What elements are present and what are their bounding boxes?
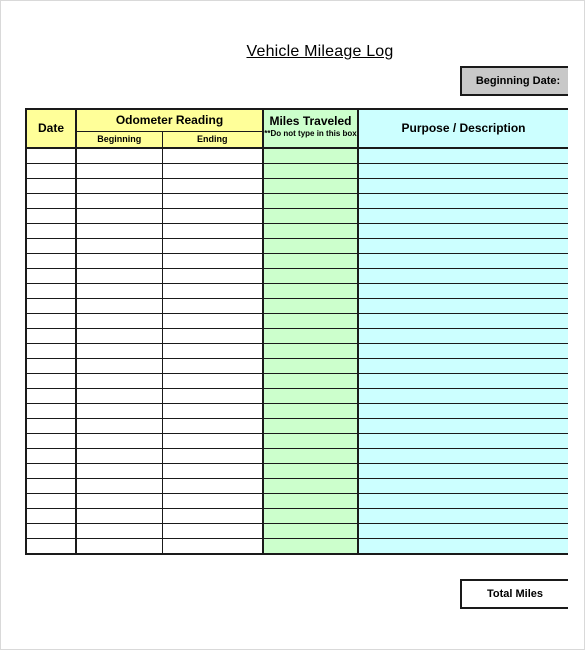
- date-cell[interactable]: [26, 433, 76, 448]
- purpose-description-cell[interactable]: [358, 163, 568, 178]
- log-row: [26, 463, 568, 478]
- odometer-beginning-cell[interactable]: [76, 343, 162, 358]
- miles-traveled-cell: [263, 358, 358, 373]
- beginning-date-cell[interactable]: Beginning Date:: [460, 66, 568, 96]
- odometer-ending-cell[interactable]: [162, 313, 263, 328]
- date-cell[interactable]: [26, 253, 76, 268]
- date-cell[interactable]: [26, 388, 76, 403]
- date-cell[interactable]: [26, 343, 76, 358]
- miles-traveled-cell: [263, 238, 358, 253]
- do-not-type-note: **Do not type in this box: [264, 129, 357, 138]
- odometer-beginning-cell[interactable]: [76, 313, 162, 328]
- date-cell[interactable]: [26, 148, 76, 164]
- log-row: [26, 388, 568, 403]
- odometer-ending-cell[interactable]: [162, 253, 263, 268]
- odometer-beginning-header: Beginning: [76, 131, 162, 148]
- purpose-description-cell[interactable]: [358, 538, 568, 554]
- date-cell[interactable]: [26, 493, 76, 508]
- log-body: [26, 148, 568, 554]
- odometer-ending-header: Ending: [162, 131, 263, 148]
- miles-traveled-cell: [263, 298, 358, 313]
- purpose-description-cell[interactable]: [358, 358, 568, 373]
- miles-traveled-cell: [263, 208, 358, 223]
- log-row: [26, 328, 568, 343]
- miles-traveled-cell: [263, 433, 358, 448]
- purpose-description-cell[interactable]: [358, 193, 568, 208]
- odometer-ending-cell[interactable]: [162, 208, 263, 223]
- odometer-ending-cell[interactable]: [162, 508, 263, 523]
- odometer-beginning-cell[interactable]: [76, 388, 162, 403]
- odometer-ending-cell[interactable]: [162, 298, 263, 313]
- odometer-ending-cell[interactable]: [162, 448, 263, 463]
- odometer-beginning-cell[interactable]: [76, 253, 162, 268]
- purpose-description-cell[interactable]: [358, 283, 568, 298]
- date-cell[interactable]: [26, 238, 76, 253]
- purpose-description-cell[interactable]: [358, 238, 568, 253]
- miles-traveled-cell: [263, 448, 358, 463]
- log-row: [26, 523, 568, 538]
- log-row: [26, 418, 568, 433]
- odometer-ending-cell[interactable]: [162, 433, 263, 448]
- purpose-description-cell[interactable]: [358, 148, 568, 164]
- date-cell[interactable]: [26, 448, 76, 463]
- odometer-ending-cell[interactable]: [162, 343, 263, 358]
- log-row: [26, 373, 568, 388]
- date-cell[interactable]: [26, 508, 76, 523]
- odometer-ending-cell[interactable]: [162, 418, 263, 433]
- log-row: [26, 433, 568, 448]
- odometer-beginning-cell[interactable]: [76, 223, 162, 238]
- log-row: [26, 343, 568, 358]
- log-row: [26, 223, 568, 238]
- date-column-header: Date: [26, 109, 76, 148]
- odometer-ending-cell[interactable]: [162, 403, 263, 418]
- odometer-beginning-cell[interactable]: [76, 358, 162, 373]
- purpose-description-cell[interactable]: [358, 388, 568, 403]
- log-row: [26, 358, 568, 373]
- odometer-ending-cell[interactable]: [162, 538, 263, 554]
- date-cell[interactable]: [26, 418, 76, 433]
- date-cell[interactable]: [26, 163, 76, 178]
- purpose-description-cell[interactable]: [358, 508, 568, 523]
- purpose-description-cell[interactable]: [358, 433, 568, 448]
- odometer-beginning-cell[interactable]: [76, 463, 162, 478]
- miles-traveled-cell: [263, 463, 358, 478]
- miles-traveled-cell: [263, 478, 358, 493]
- log-row: [26, 268, 568, 283]
- date-cell[interactable]: [26, 328, 76, 343]
- purpose-description-cell[interactable]: [358, 448, 568, 463]
- purpose-description-cell[interactable]: [358, 493, 568, 508]
- odometer-beginning-cell[interactable]: [76, 208, 162, 223]
- odometer-beginning-cell[interactable]: [76, 268, 162, 283]
- miles-traveled-cell: [263, 538, 358, 554]
- log-row: [26, 508, 568, 523]
- miles-traveled-cell: [263, 283, 358, 298]
- log-row: [26, 148, 568, 164]
- date-cell[interactable]: [26, 193, 76, 208]
- odometer-beginning-cell[interactable]: [76, 298, 162, 313]
- log-row: [26, 283, 568, 298]
- date-cell[interactable]: [26, 208, 76, 223]
- odometer-beginning-cell[interactable]: [76, 148, 162, 164]
- odometer-beginning-cell[interactable]: [76, 523, 162, 538]
- miles-traveled-cell: [263, 373, 358, 388]
- purpose-description-cell[interactable]: [358, 328, 568, 343]
- purpose-description-cell[interactable]: [358, 298, 568, 313]
- log-row: [26, 493, 568, 508]
- purpose-description-cell[interactable]: [358, 268, 568, 283]
- odometer-ending-cell[interactable]: [162, 238, 263, 253]
- miles-traveled-cell: [263, 253, 358, 268]
- miles-traveled-cell: [263, 388, 358, 403]
- miles-traveled-cell: [263, 223, 358, 238]
- log-row: [26, 163, 568, 178]
- odometer-reading-header: Odometer Reading: [76, 109, 263, 131]
- page-title: Vehicle Mileage Log: [246, 43, 394, 60]
- date-cell[interactable]: [26, 268, 76, 283]
- date-cell[interactable]: [26, 373, 76, 388]
- log-row: [26, 178, 568, 193]
- mileage-log-table: [25, 108, 568, 555]
- log-row: [26, 208, 568, 223]
- miles-traveled-cell: [263, 328, 358, 343]
- miles-traveled-cell: [263, 163, 358, 178]
- miles-traveled-cell: [263, 313, 358, 328]
- log-row: [26, 313, 568, 328]
- miles-traveled-cell: [263, 493, 358, 508]
- odometer-ending-cell[interactable]: [162, 493, 263, 508]
- purpose-description-cell[interactable]: [358, 403, 568, 418]
- date-cell[interactable]: [26, 223, 76, 238]
- date-cell[interactable]: [26, 358, 76, 373]
- miles-traveled-cell: [263, 403, 358, 418]
- odometer-ending-cell[interactable]: [162, 358, 263, 373]
- odometer-ending-cell[interactable]: [162, 478, 263, 493]
- date-cell[interactable]: [26, 283, 76, 298]
- miles-traveled-header: [263, 109, 358, 148]
- date-cell[interactable]: [26, 478, 76, 493]
- miles-traveled-cell: [263, 148, 358, 164]
- purpose-description-cell[interactable]: [358, 253, 568, 268]
- odometer-beginning-cell[interactable]: [76, 418, 162, 433]
- odometer-ending-cell[interactable]: [162, 163, 263, 178]
- odometer-ending-cell[interactable]: [162, 193, 263, 208]
- odometer-beginning-cell[interactable]: [76, 238, 162, 253]
- log-row: [26, 253, 568, 268]
- log-row: [26, 478, 568, 493]
- odometer-ending-cell[interactable]: [162, 283, 263, 298]
- odometer-ending-cell[interactable]: [162, 463, 263, 478]
- log-row: [26, 298, 568, 313]
- odometer-beginning-cell[interactable]: [76, 508, 162, 523]
- date-cell[interactable]: [26, 178, 76, 193]
- odometer-beginning-cell[interactable]: [76, 538, 162, 554]
- date-cell[interactable]: [26, 313, 76, 328]
- purpose-description-cell[interactable]: [358, 463, 568, 478]
- miles-traveled-cell: [263, 508, 358, 523]
- miles-traveled-cell: [263, 178, 358, 193]
- miles-traveled-cell: [263, 268, 358, 283]
- date-cell[interactable]: [26, 298, 76, 313]
- purpose-description-header: Purpose / Description: [358, 109, 568, 148]
- odometer-ending-cell[interactable]: [162, 148, 263, 164]
- date-cell[interactable]: [26, 523, 76, 538]
- miles-traveled-cell: [263, 343, 358, 358]
- odometer-beginning-cell[interactable]: [76, 493, 162, 508]
- miles-traveled-label: Miles Traveled: [269, 114, 352, 128]
- odometer-beginning-cell[interactable]: [76, 478, 162, 493]
- odometer-beginning-cell[interactable]: [76, 373, 162, 388]
- odometer-ending-cell[interactable]: [162, 523, 263, 538]
- date-cell[interactable]: [26, 403, 76, 418]
- odometer-beginning-cell[interactable]: [76, 193, 162, 208]
- purpose-description-cell[interactable]: [358, 418, 568, 433]
- log-row: [26, 448, 568, 463]
- odometer-ending-cell[interactable]: [162, 388, 263, 403]
- odometer-beginning-cell[interactable]: [76, 448, 162, 463]
- log-row: [26, 403, 568, 418]
- odometer-beginning-cell[interactable]: [76, 163, 162, 178]
- odometer-ending-cell[interactable]: [162, 268, 263, 283]
- log-row: [26, 538, 568, 554]
- purpose-description-cell[interactable]: [358, 313, 568, 328]
- date-cell[interactable]: [26, 538, 76, 554]
- odometer-ending-cell[interactable]: [162, 328, 263, 343]
- odometer-beginning-cell[interactable]: [76, 403, 162, 418]
- purpose-description-cell[interactable]: [358, 208, 568, 223]
- odometer-beginning-cell[interactable]: [76, 178, 162, 193]
- purpose-description-cell[interactable]: [358, 523, 568, 538]
- purpose-description-cell[interactable]: [358, 373, 568, 388]
- total-miles-cell[interactable]: Total Miles: [460, 579, 568, 609]
- purpose-description-cell[interactable]: [358, 343, 568, 358]
- odometer-ending-cell[interactable]: [162, 178, 263, 193]
- odometer-beginning-cell[interactable]: [76, 433, 162, 448]
- date-cell[interactable]: [26, 463, 76, 478]
- purpose-description-cell[interactable]: [358, 223, 568, 238]
- log-row: [26, 238, 568, 253]
- log-row: [26, 193, 568, 208]
- odometer-ending-cell[interactable]: [162, 223, 263, 238]
- purpose-description-cell[interactable]: [358, 178, 568, 193]
- odometer-ending-cell[interactable]: [162, 373, 263, 388]
- odometer-beginning-cell[interactable]: [76, 328, 162, 343]
- miles-traveled-cell: [263, 193, 358, 208]
- miles-traveled-cell: [263, 523, 358, 538]
- purpose-description-cell[interactable]: [358, 478, 568, 493]
- odometer-beginning-cell[interactable]: [76, 283, 162, 298]
- miles-traveled-cell: [263, 418, 358, 433]
